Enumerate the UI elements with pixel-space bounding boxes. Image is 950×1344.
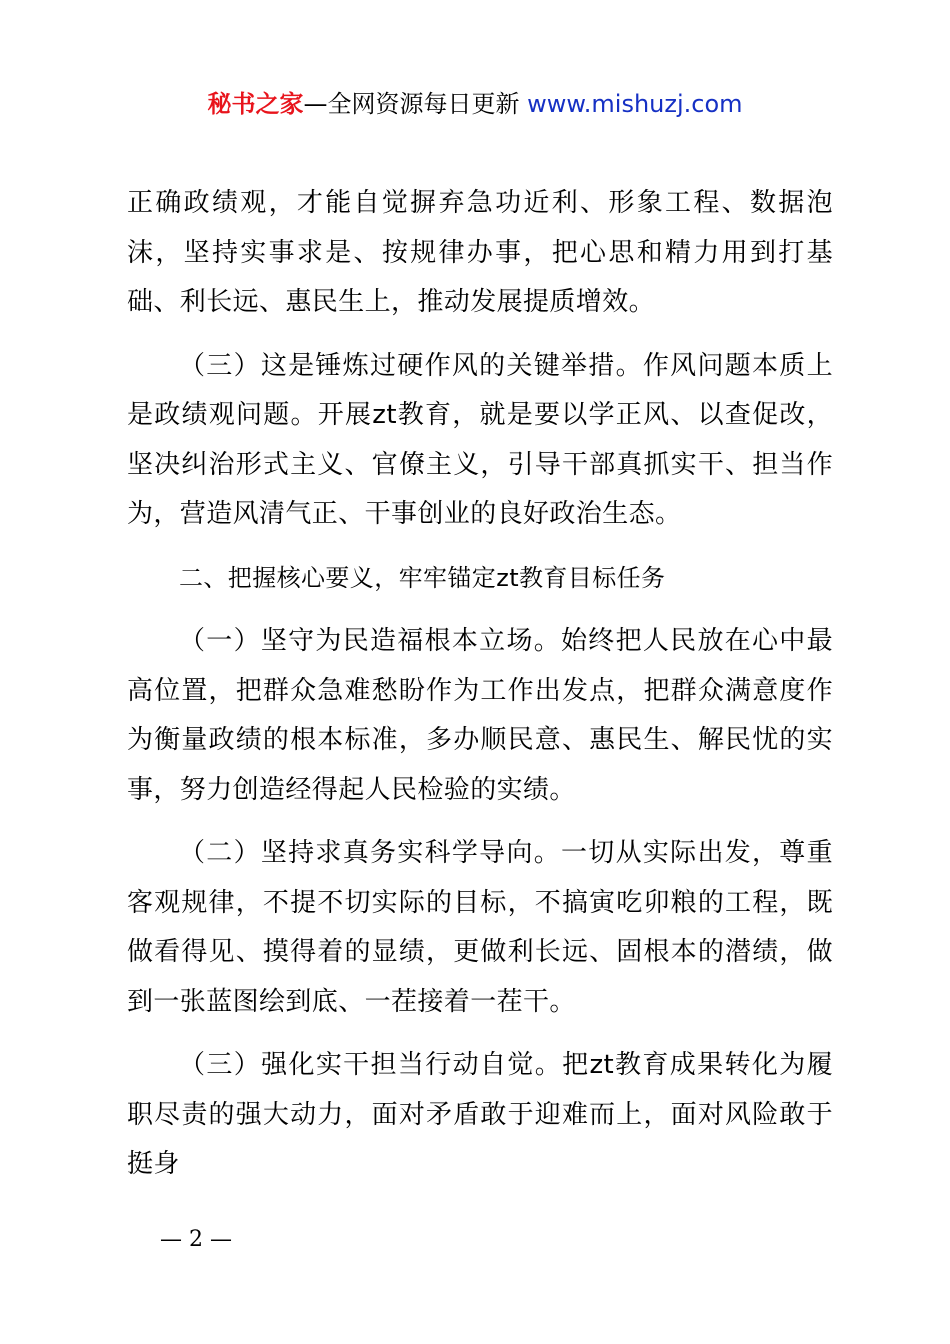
paragraph-item-two: （二）坚持求真务实科学导向。一切从实际出发，尊重客观规律，不提不切实际的目标，不搞寅吃卯粮的工程，既做看得见、摸得着的显绩，更做利长远、固根本的潜绩，做到一张蓝图绘到底、一茬接着一茬干。 bbox=[127, 838, 833, 1017]
page-header bbox=[0, 86, 950, 122]
page-number: — 2 — bbox=[160, 1227, 232, 1252]
document-body bbox=[127, 179, 833, 1190]
header-tagline: —全网资源每日更新 bbox=[303, 90, 528, 118]
section-heading-two: 二、把握核心要义，牢牢锚定zt教育目标任务 bbox=[179, 563, 666, 592]
paragraph-item-three-style: （三）这是锤炼过硬作风的关键举措。作风问题本质上是政绩观问题。开展zt教育，就是要以学正风、以查促改，坚决纠治形式主义、官僚主义，引导干部真抓实干、担当作为，营造风清气正、干事创业的良好政治生态。 bbox=[127, 350, 833, 529]
paragraph-item-three: （三）强化实干担当行动自觉。把zt教育成果转化为履职尽责的强大动力，面对矛盾敢于迎难而上，面对风险敢于挺身 bbox=[127, 1050, 833, 1179]
paragraph-continuation: 正确政绩观，才能自觉摒弃急功近利、形象工程、数据泡沫，坚持实事求是、按规律办事，把心思和精力用到打基础、利长远、惠民生上，推动发展提质增效。 bbox=[127, 188, 833, 317]
paragraph-item-one: （一）坚守为民造福根本立场。始终把人民放在心中最高位置，把群众急难愁盼作为工作出发点，把群众满意度作为衡量政绩的根本标准，多办顺民意、惠民生、解民忧的实事，努力创造经得起人民检验的实绩。 bbox=[127, 626, 833, 805]
site-url-link[interactable]: www.mishuzj.com bbox=[527, 90, 743, 118]
brand-name: 秘书之家 bbox=[207, 90, 304, 118]
